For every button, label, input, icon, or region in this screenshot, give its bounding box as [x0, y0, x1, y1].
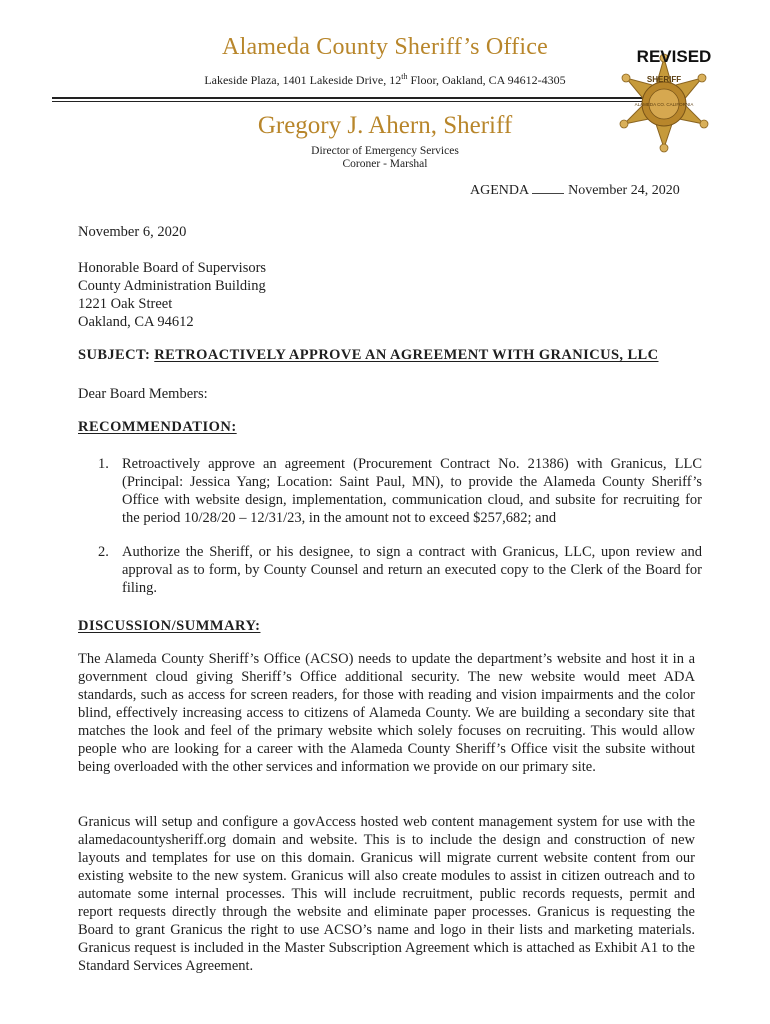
- address-part-2: Floor, Oakland, CA 94612-4305: [407, 73, 566, 87]
- item-number: 1.: [98, 456, 109, 472]
- recipient-line: County Administration Building: [78, 278, 266, 294]
- subject-label: SUBJECT:: [78, 347, 151, 363]
- sheriff-name: Gregory J. Ahern, Sheriff: [257, 112, 513, 139]
- sheriff-title-line-2: Coroner - Marshal: [342, 158, 428, 170]
- recipient-line: Oakland, CA 94612: [78, 314, 194, 330]
- letter-date: November 6, 2020: [78, 224, 187, 240]
- address-superscript: th: [401, 72, 408, 81]
- recipient-address: [78, 259, 266, 331]
- recipient-line: 1221 Oak Street: [78, 296, 173, 312]
- discussion-paragraph: The Alameda County Sheriff’s Office (ACSO) needs to update the department’s website and host it in a government cloud giving Sheriff’s Office additional security. The new website would meet ADA standards, such as access for screen readers, for those with reading and vision impairments and the color blind, effectively increasing access to citizens of Alameda County. We are building a secondary site that matches the look and feel of the primary website which solely focuses on recruiting. This would allow people who are looking for a career with the Alameda County Sheriff’s Office visit the subsite without being overloaded with the other services and information we provide on our primary site.: [78, 651, 695, 775]
- recommendation-item: [98, 455, 702, 527]
- subject-text: RETROACTIVELY APPROVE AN AGREEMENT WITH GRANICUS, LLC: [154, 347, 659, 363]
- recommendation-item: [98, 543, 702, 597]
- address-part-1: Lakeside Plaza, 1401 Lakeside Drive, 12: [204, 73, 402, 87]
- badge-text-center: ALAMEDA CO. CALIFORNIA: [634, 102, 694, 107]
- subject-line: [78, 346, 659, 364]
- greeting: Dear Board Members:: [78, 386, 208, 402]
- agenda-blank: [532, 181, 564, 194]
- header-rule: [52, 97, 657, 99]
- sheriff-badge-icon: [612, 52, 716, 156]
- item-text: Retroactively approve an agreement (Procurement Contract No. 21386) with Granicus, LLC (Principal: Jessica Yang; Location: Saint Paul, MN), to provide the Alameda County Sheriff’s Office with website design, implementation, communication cloud, and subsite for recruiting for the period 10/28/20 – 12/31/23, in the amount not to exceed $257,682; and: [122, 456, 702, 526]
- item-text: Authorize the Sheriff, or his designee, to sign a contract with Granicus, LLC, upon review and approval as to form, by County Counsel and return an executed copy to the Clerk of the Board for filing.: [122, 544, 702, 596]
- agenda-label: AGENDA: [470, 183, 530, 198]
- agenda-date: November 24, 2020: [568, 183, 680, 198]
- badge-text-top: SHERIFF: [646, 75, 682, 84]
- recommendation-heading: RECOMMENDATION:: [78, 419, 237, 435]
- revised-stamp: REVISED: [636, 47, 712, 66]
- sheriff-title-line-1: Director of Emergency Services: [311, 145, 459, 157]
- agenda-line: [470, 181, 680, 199]
- discussion-heading: DISCUSSION/SUMMARY:: [78, 618, 261, 634]
- item-number: 2.: [98, 544, 109, 560]
- header-rule-thin: [52, 101, 657, 102]
- discussion-paragraph: Granicus will setup and configure a govAccess hosted web content management system for use with the alamedacountysheriff.org domain and website. This is to include the design and construction of new layouts and templates for use on this domain. Granicus will migrate current website content from our existing website to the new system. Granicus will also create modules to assist in citizen outreach and to automate some internal processes. This will include recruitment, public records requests, permit and report requests directly through the website and eliminate paper processes. Granicus is requesting the Board to grant Granicus the right to use ACSO’s name and logo in their lists and marketing materials. Granicus request is included in the Master Subscription Agreement which is attached as Exhibit A1 to the Standard Services Agreement.: [78, 814, 695, 974]
- org-name: Alameda County Sheriff’s Office: [222, 34, 548, 60]
- recipient-line: Honorable Board of Supervisors: [78, 260, 267, 276]
